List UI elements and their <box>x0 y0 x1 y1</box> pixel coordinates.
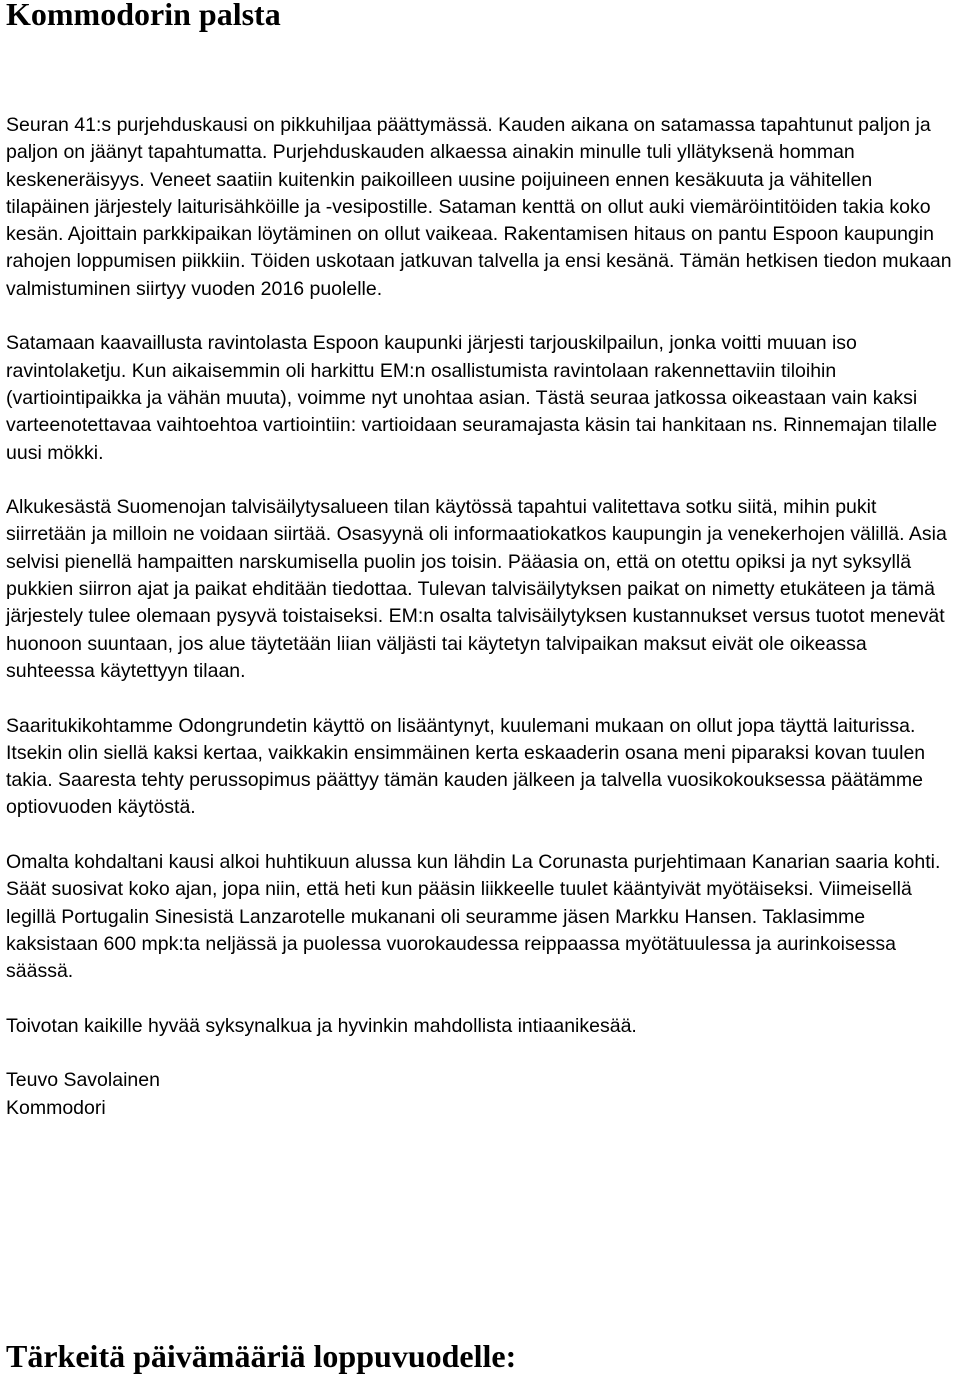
signature-name: Teuvo Savolainen <box>6 1069 160 1092</box>
signature-role: Kommodori <box>6 1096 106 1119</box>
paragraph-island-base: Saaritukikohtamme Odongrundetin käyttö on lisääntynyt, kuulemani mukaan on ollut jopa täyttä laiturissa. Itsekin olin siellä kaksi kertaa, vaikkakin ensimmäinen kerta eskaaderin osana meni piparaksi kovan tuulen takia. Saaresta tehty perussopimus päättyy tämän kauden jälkeen ja talvella vuosikokouksessa päätämme optiovuoden käytöstä. <box>6 714 926 819</box>
important-dates-heading: Tärkeitä päivämääriä loppuvuodelle: <box>6 1338 517 1374</box>
paragraph-closing-wishes: Toivotan kaikille hyvää syksynalkua ja hyvinkin mahdollista intiaanikesää. <box>6 1014 637 1037</box>
paragraph-own-season: Omalta kohdaltani kausi alkoi huhtikuun alussa kun lähdin La Corunasta purjehtimaan Kanarian saaria kohti. Säät suosivat koko ajan, jopa niin, että heti kun pääsin liikkeelle tuulet kääntyivät myötäiseksi. Viimeisellä legillä Portugalin Sinesistä Lanzarotelle mukanani oli seuramme jäsen Markku Hansen. Taklasimme kaksistaan 600 mpk:ta neljässä ja puolessa vuorokaudessa reippaassa myötätuulessa ja aurinkoisessa säässä. <box>6 851 941 983</box>
paragraph-restaurant: Satamaan kaavaillusta ravintolasta Espoon kaupunki järjesti tarjouskilpailun, jonka voitti muuan iso ravintolaketju. Kun aikaisemmin oli harkittu EM:n osallistumista ravintolaan rakennettaviin tiloihin (vartiointipaikka ja vähän muuta), voimme nyt unohtaa asian. Tästä seuraa jatkossa oikeastaan vain kaksi varteenotettavaa vaihtoehtoa vartiointiin: vartioidaan seuramajasta käsin tai hankitaan ns. Rinnemajan tilalle uusi mökki. <box>6 332 938 464</box>
article-body <box>6 112 958 1122</box>
paragraph-season-summary: Seuran 41:s purjehduskausi on pikkuhiljaa päättymässä. Kauden aikana on satamassa tapahtunut paljon ja paljon on jäänyt tapahtumatta. Purjehduskauden alkaessa ainakin minulle tuli yllätyksenä homman keskeneräisyys. Veneet saatiin kuitenkin paikoilleen uusine poijuineen ennen kesäkuuta ja vähitellen tilapäinen järjestely laiturisähköille ja -vesipostille. Sataman kenttä on ollut auki viemäröintitöiden takia koko kesän. Ajoittain parkkipaikan löytäminen on ollut vaikeaa. Rakentamisen hitaus on pantu Espoon kaupungin rahojen loppumisen piikkiin. Töiden uskotaan jatkuvan talvella ja ensi kesänä. Tämän hetkisen tiedon mukaan valmistuminen siirtyy vuoden 2016 puolelle. <box>6 114 952 300</box>
paragraph-winter-storage: Alkukesästä Suomenojan talvisäilytysalueen tilan käytössä tapahtui valitettava sotku siitä, mihin pukit siirretään ja milloin ne voidaan siirtää. Osasyynä oli informaatiokatkos kaupungin ja venekerhojen välillä. Asia selvisi pienellä hampaitten narskumisella puolin jos toisin. Pääasia on, että on otettu opiksi ja nyt syksyllä pukkien siirron ajat ja paikat ehditään tiedottaa. Tulevan talvisäilytyksen paikat on nimetty etukäteen ja tämä järjestely tulee olemaan pysyvä toistaiseksi. EM:n osalta talvisäilytyksen kustannukset versus tuotot menevät huonoon suuntaan, jos alue täytetään liian väljästi tai käytetyn talvipaikan maksut eivät ole oikeassa suhteessa käytettyyn tilaan. <box>6 496 947 682</box>
page-title: Kommodorin palsta <box>6 0 281 32</box>
